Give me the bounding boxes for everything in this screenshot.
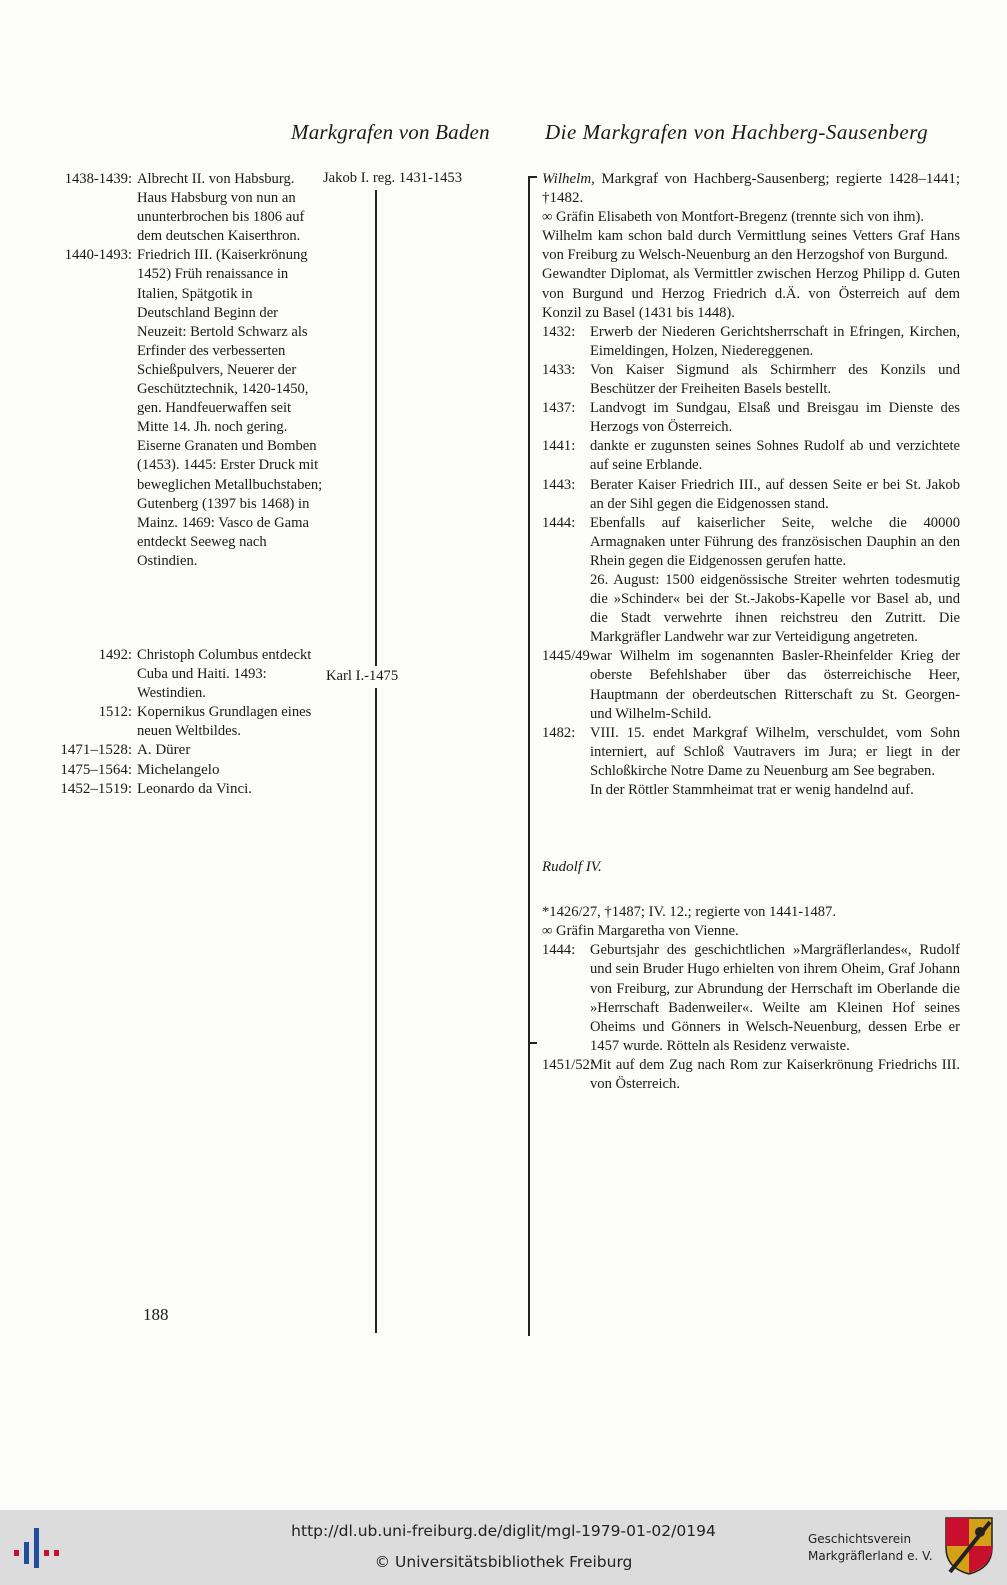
entry-text: Von Kaiser Sigmund als Schirmherr des Konzils und Beschützer der Freiheiten Basels bestellt.	[590, 361, 960, 398]
entry-text: Michelangelo	[137, 761, 220, 778]
list-item	[36, 741, 326, 760]
rudolf-line: *1426/27, †1487; IV. 12.; regierte von 1441-1487.	[542, 904, 837, 921]
header-left-title: Markgrafen von Baden	[291, 120, 490, 144]
list-item	[36, 170, 326, 246]
entry-text: Albrecht II. von Habsburg. Haus Habsburg von nun an ununterbrochen bis 1806 auf dem deutschen Kaiserthron.	[137, 171, 305, 245]
entry-text: VIII. 15. endet Markgraf Wilhelm, verschuldet, vom Sohn interniert, auf Schloß Vautravers im Jura; er liegt in der Schloßkirche Notre Dame zu Neuenburg am See begraben.	[590, 724, 960, 779]
list-item	[542, 941, 960, 1056]
coat-of-arms-icon	[944, 1516, 994, 1576]
list-item	[36, 703, 326, 741]
entry-text: Kopernikus Grundlagen eines neuen Weltbildes.	[137, 704, 312, 740]
jakob-label: Jakob I. reg. 1431-1453	[323, 170, 463, 186]
left-column	[36, 170, 326, 799]
entry-year: 1437:	[542, 400, 576, 417]
page-number: 188	[143, 1305, 169, 1324]
footer-url-link[interactable]: http://dl.ub.uni-freiburg.de/diglit/mgl-1979-01-02/0194	[291, 1522, 716, 1540]
list-item	[542, 514, 960, 571]
entry-text: Berater Kaiser Friedrich III., auf dessen Seite er bei St. Jakob an der Sihl gegen die Eidgenossen stand.	[590, 476, 960, 512]
wilhelm-title: Markgraf von Hachberg-Sausenberg; regierte 1428–1441; †1482.	[542, 171, 960, 207]
footer-organization	[808, 1531, 933, 1565]
entry-text: Landvogt im Sundgau, Elsaß und Breisgau im Dienste des Herzogs von Österreich.	[590, 400, 960, 436]
entry-text: Leonardo da Vinci.	[137, 780, 253, 797]
entry-text: Ebenfalls auf kaiserlicher Seite, welche die 40000 Armagnaken unter Führung des französischen Dauphin an den Rhein gegen die Eidgenossen gerufen hatte.	[590, 514, 960, 569]
list-item	[542, 399, 960, 437]
entry-year: 1492:	[98, 646, 132, 663]
entry-text: Friedrich III. (Kaiserkrönung 1452) Früh renaissance in Italien, Spätgotik in Deutschland Beginn der Neuzeit: Bertold Schwarz als Erfinder des verbesserten Schießpulvers, Neuerer der Geschütztechnik, 1420-1450, gen. Handfeuerwaffen seit Mitte 14. Jh. noch gering. Eiserne Granaten und Bomben (1453). 1445: Erster Druck mit beweglichen Metallbuchstaben; Gutenberg (1397 bis 1468) in Mainz. 1469: Vasco de Gama entdeckt Seeweg nach Ostindien.	[137, 247, 323, 569]
entry-text: dankte er zugunsten seines Sohnes Rudolf ab und verzichtete auf seine Erblande.	[590, 438, 960, 474]
entry-year: 1444:	[542, 942, 576, 959]
list-item	[36, 246, 326, 571]
entry-year: 1451/52:	[542, 1056, 594, 1073]
entry-year: 1445/49	[542, 648, 590, 665]
entry-year: 1452–1519:	[60, 780, 132, 797]
wilhelm-name: Wilhelm,	[542, 171, 595, 187]
entry-year: 1443:	[542, 476, 576, 493]
lineage-line-karl	[375, 688, 377, 1333]
entry-year: 1475–1564:	[60, 761, 132, 778]
list-item	[542, 437, 960, 475]
roettler-paragraph: In der Röttler Stammheimat trat er wenig handelnd auf.	[590, 782, 914, 798]
list-item	[542, 476, 960, 514]
rudolf-line: ∞ Gräfin Margaretha von Vienne.	[542, 923, 739, 940]
wilhelm-paragraph: Wilhelm kam schon bald durch Vermittlung seines Vetters Graf Hans von Freiburg zu Welsch-Neuenburg an den Herzogshof von Burgund.	[542, 228, 960, 264]
list-item	[36, 761, 326, 780]
lineage-tick-rudolf	[528, 1042, 537, 1044]
list-item	[542, 323, 960, 361]
list-item	[36, 646, 326, 703]
karl-label: Karl I.-1475	[326, 668, 399, 684]
entry-year: 1438-1439:	[64, 171, 132, 187]
entry-year: 1444:	[542, 514, 576, 531]
aug26-paragraph: 26. August: 1500 eidgenössische Streiter wehrten todesmutig die »Schinder« bei der St.-Jakobs-Kapelle vor Basel ab, und die Stadt verwehrte ihnen reichstreu den Zutritt. Die Markgräfler Landwehr war zur Verteidigung angetreten.	[590, 571, 960, 646]
list-item	[542, 647, 960, 723]
entry-year: 1441:	[542, 438, 576, 455]
entry-year: 1512:	[98, 704, 132, 721]
footer-copyright: © Universitätsbibliothek Freiburg	[374, 1553, 633, 1571]
entry-text: Mit auf dem Zug nach Rom zur Kaiserkrönung Friedrichs III. von Österreich.	[590, 1056, 960, 1093]
entry-year: 1432:	[542, 323, 576, 340]
org-line: Markgräflerland e. V.	[808, 1549, 933, 1563]
list-item	[542, 361, 960, 399]
entry-year: 1440-1493:	[64, 247, 132, 264]
footer-bar	[0, 1510, 1007, 1585]
wilhelm-paragraph: ∞ Gräfin Elisabeth von Montfort-Bregenz (trennte sich von ihm).	[542, 209, 925, 226]
entry-text: Geburtsjahr des geschichtlichen »Margräflerlandes«, Rudolf und sein Bruder Hugo erhielten von ihrem Oheim, Graf Johann von Freiburg, zur Abrundung der Herrschaft im Oberlande die »Herrschaft Badenweiler«. Weilte am Kleinen Hof seines Oheims und Gönners in Welsch-Neuenburg, dessen Erbe er 1457 wurde. Rötteln als Residenz verwaiste.	[590, 942, 960, 1054]
entry-text: A. Dürer	[137, 742, 191, 759]
lineage-tick-wilhelm	[528, 176, 537, 178]
list-item	[542, 1056, 960, 1094]
entry-text: Christoph Columbus entdeckt Cuba und Haiti. 1493: Westindien.	[137, 646, 312, 702]
list-item	[36, 780, 326, 799]
list-item	[542, 724, 960, 781]
lineage-line-jakob	[375, 190, 377, 666]
entry-text: war Wilhelm im sogenannten Basler-Rheinfelder Krieg der oberste Befehlshaber über das österreichische Heer, Hauptmann der oberdeutschen Ritterschaft zu St. Georgen- und Wilhelm-Schild.	[590, 648, 960, 722]
lineage-line-hachberg	[528, 176, 530, 1336]
entry-year: 1433:	[542, 361, 576, 378]
entry-year: 1471–1528:	[60, 742, 132, 759]
rudolf-name: Rudolf IV.	[542, 859, 602, 876]
header-right-title: Die Markgrafen von Hachberg-Sausenberg	[545, 120, 929, 144]
wilhelm-paragraph: Gewandter Diplomat, als Vermittler zwischen Herzog Philipp d. Guten von Burgund und Herzog Friedrich d.Ä. von Österreich auf dem Konzil zu Basel (1431 bis 1448).	[542, 266, 960, 321]
right-column	[542, 170, 960, 1094]
entry-text: Erwerb der Niederen Gerichtsherrschaft in Efringen, Kirchen, Eimeldingen, Holzen, Niedereggenen.	[590, 323, 960, 359]
entry-year: 1482:	[542, 724, 576, 741]
org-line: Geschichtsverein	[808, 1532, 912, 1546]
